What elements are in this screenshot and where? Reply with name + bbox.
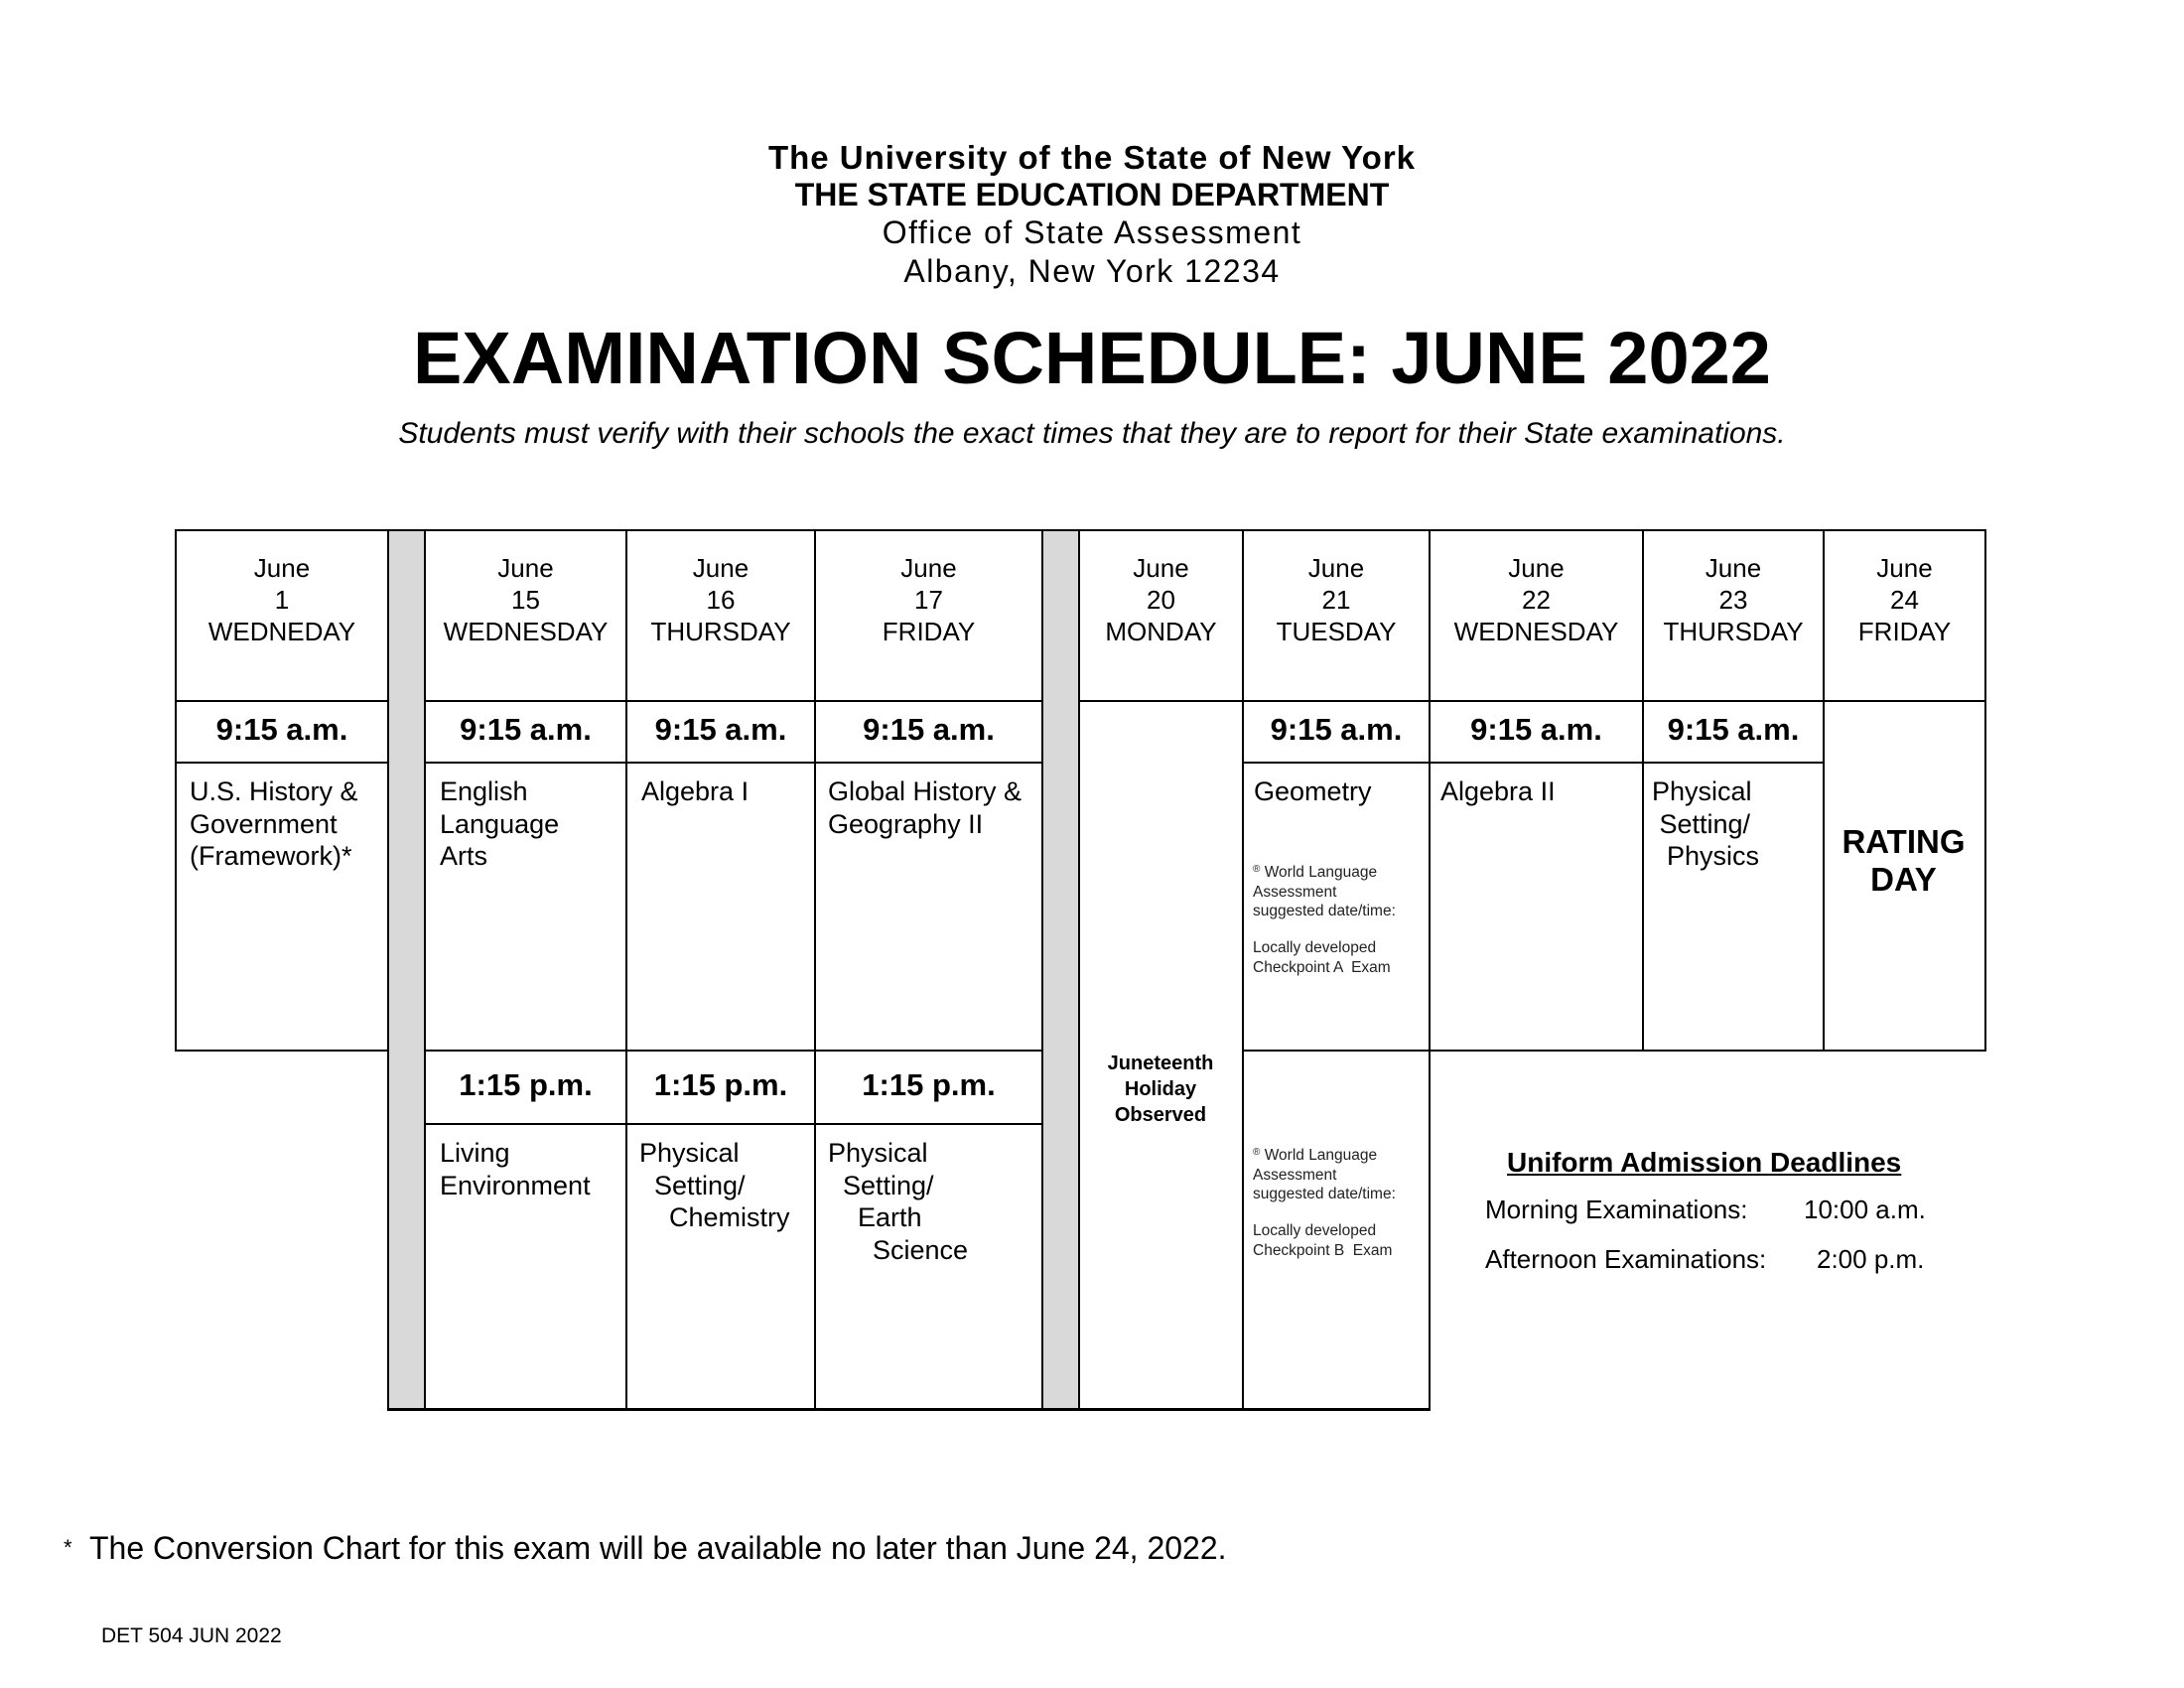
exam-english-language-arts: English Language Arts [440, 776, 560, 871]
rule-header-bottom [1078, 700, 1986, 702]
day-date: 1 [274, 585, 290, 615]
day-weekday: TUESDAY [1276, 617, 1397, 646]
exam-chemistry: Physical Setting/ Chemistry [639, 1138, 790, 1232]
rule-pm-time [424, 1123, 1041, 1125]
day-header-jun24 [1825, 552, 1984, 647]
rule-am-bottom [1242, 1050, 1986, 1052]
rule-bottom [387, 1408, 1429, 1411]
rule-v [814, 529, 816, 1411]
footnote-marker: * [64, 1535, 72, 1560]
day-month: June [1876, 553, 1933, 583]
rule-am-bottom [424, 1050, 1041, 1052]
rule-v [1041, 529, 1043, 1411]
rule-v [1429, 529, 1431, 1411]
page-subtitle: Students must verify with their schools the exact times that they are to report for their State examinations. [398, 417, 1786, 450]
day-date: 15 [511, 585, 540, 615]
checkpoint-b-note: Locally developed Checkpoint B Exam [1253, 1222, 1393, 1259]
morning-time-jun17: 9:15 a.m. [863, 712, 995, 747]
rule-v [1078, 529, 1080, 1411]
exam-geometry: Geometry [1254, 776, 1372, 806]
morning-time-jun16: 9:15 a.m. [654, 712, 787, 747]
page-title: EXAMINATION SCHEDULE: JUNE 2022 [413, 317, 1771, 399]
world-language-note-b [1253, 1143, 1396, 1204]
morning-time-jun15: 9:15 a.m. [460, 712, 592, 747]
day-month: June [900, 553, 957, 583]
header-line-department: THE STATE EDUCATION DEPARTMENT [794, 177, 1390, 212]
rule-am-time [424, 762, 1041, 764]
day-header-jun20 [1080, 552, 1242, 647]
document-code: DET 504 JUN 2022 [101, 1624, 282, 1647]
exam-algebra-2: Algebra II [1440, 776, 1556, 806]
juneteenth-holiday-label: Juneteenth Holiday Observed [1107, 1053, 1214, 1126]
rule-v [1242, 529, 1244, 1411]
day-weekday: FRIDAY [882, 617, 976, 646]
day-header-jun21 [1244, 552, 1429, 647]
exam-global-history: Global History & Geography II [828, 776, 1023, 839]
day-weekday: MONDAY [1105, 617, 1217, 646]
morning-time-jun23: 9:15 a.m. [1667, 712, 1800, 747]
day-header-jun16 [627, 552, 814, 647]
footnote-text: The Conversion Chart for this exam will be available no later than June 24, 2022. [89, 1530, 1227, 1566]
header-line-university: The University of the State of New York [767, 139, 1417, 176]
afternoon-time-jun16: 1:15 p.m. [653, 1067, 788, 1102]
morning-deadline-value: 10:00 a.m. [1804, 1195, 1926, 1224]
day-header-jun22 [1431, 552, 1642, 647]
exam-living-environment: Living Environment [440, 1138, 591, 1200]
day-weekday: THURSDAY [650, 617, 791, 646]
rule-am-time [175, 762, 387, 764]
uniform-admission-title: Uniform Admission Deadlines [1507, 1147, 1902, 1178]
world-language-text: World Language Assessment suggested date/time: [1253, 864, 1396, 919]
day-date: 23 [1718, 585, 1748, 615]
day-header-jun1 [177, 552, 387, 647]
day-month: June [1705, 553, 1762, 583]
day-month: June [692, 553, 750, 583]
world-language-text: World Language Assessment suggested date/time: [1253, 1147, 1396, 1202]
header-line-address: Albany, New York 12234 [903, 253, 1281, 289]
exam-us-history: U.S. History & Government (Framework)* [190, 776, 358, 871]
day-month: June [1307, 553, 1365, 583]
day-header-jun15 [426, 552, 625, 647]
rule-am-bottom [175, 1050, 387, 1052]
rule-v [387, 529, 389, 1411]
day-date: 21 [1321, 585, 1351, 615]
rule-am-time [1242, 762, 1823, 764]
day-month: June [497, 553, 554, 583]
afternoon-time-jun15: 1:15 p.m. [459, 1067, 593, 1102]
day-weekday: WEDNESDAY [443, 617, 609, 646]
registered-mark: ® [1253, 864, 1261, 875]
day-date: 20 [1147, 585, 1175, 615]
exam-algebra-1: Algebra I [641, 776, 750, 806]
rating-day-label: RATING DAY [1842, 823, 1966, 898]
rule-header-bottom [175, 700, 387, 702]
registered-mark: ® [1253, 1147, 1261, 1158]
day-date: 24 [1890, 585, 1919, 615]
day-weekday: WEDNESDAY [1453, 617, 1619, 646]
day-weekday: WEDNEDAY [207, 617, 356, 646]
day-date: 16 [706, 585, 736, 615]
spacer-column-1 [387, 529, 424, 1410]
day-month: June [1133, 553, 1189, 583]
morning-deadline-label: Morning Examinations: [1485, 1195, 1748, 1224]
exam-physics: Physical Setting/ Physics [1652, 776, 1760, 871]
spacer-column-2 [1041, 529, 1078, 1410]
checkpoint-a-note: Locally developed Checkpoint A Exam [1253, 939, 1391, 976]
day-weekday: THURSDAY [1663, 617, 1804, 646]
rule-v [424, 529, 426, 1411]
afternoon-time-jun17: 1:15 p.m. [862, 1067, 996, 1102]
afternoon-deadline-label: Afternoon Examinations: [1485, 1244, 1767, 1274]
day-date: 17 [914, 585, 943, 615]
day-header-jun17 [816, 552, 1041, 647]
rule-header-bottom [424, 700, 1041, 702]
rule-v [1984, 529, 1986, 1052]
morning-time-jun22: 9:15 a.m. [1470, 712, 1602, 747]
morning-time-jun21: 9:15 a.m. [1270, 712, 1403, 747]
day-weekday: FRIDAY [1857, 617, 1952, 646]
day-header-jun23 [1644, 552, 1823, 647]
rule-top [175, 529, 1986, 531]
afternoon-deadline-value: 2:00 p.m. [1817, 1244, 1925, 1274]
morning-time-jun1: 9:15 a.m. [215, 712, 348, 747]
header-line-office: Office of State Assessment [882, 214, 1302, 250]
day-date: 22 [1522, 585, 1551, 615]
world-language-note-a [1253, 860, 1396, 921]
day-month: June [1508, 553, 1565, 583]
day-month: June [253, 553, 311, 583]
exam-earth-science: Physical Setting/ Earth Science [828, 1138, 969, 1265]
rule-v [625, 529, 627, 1411]
